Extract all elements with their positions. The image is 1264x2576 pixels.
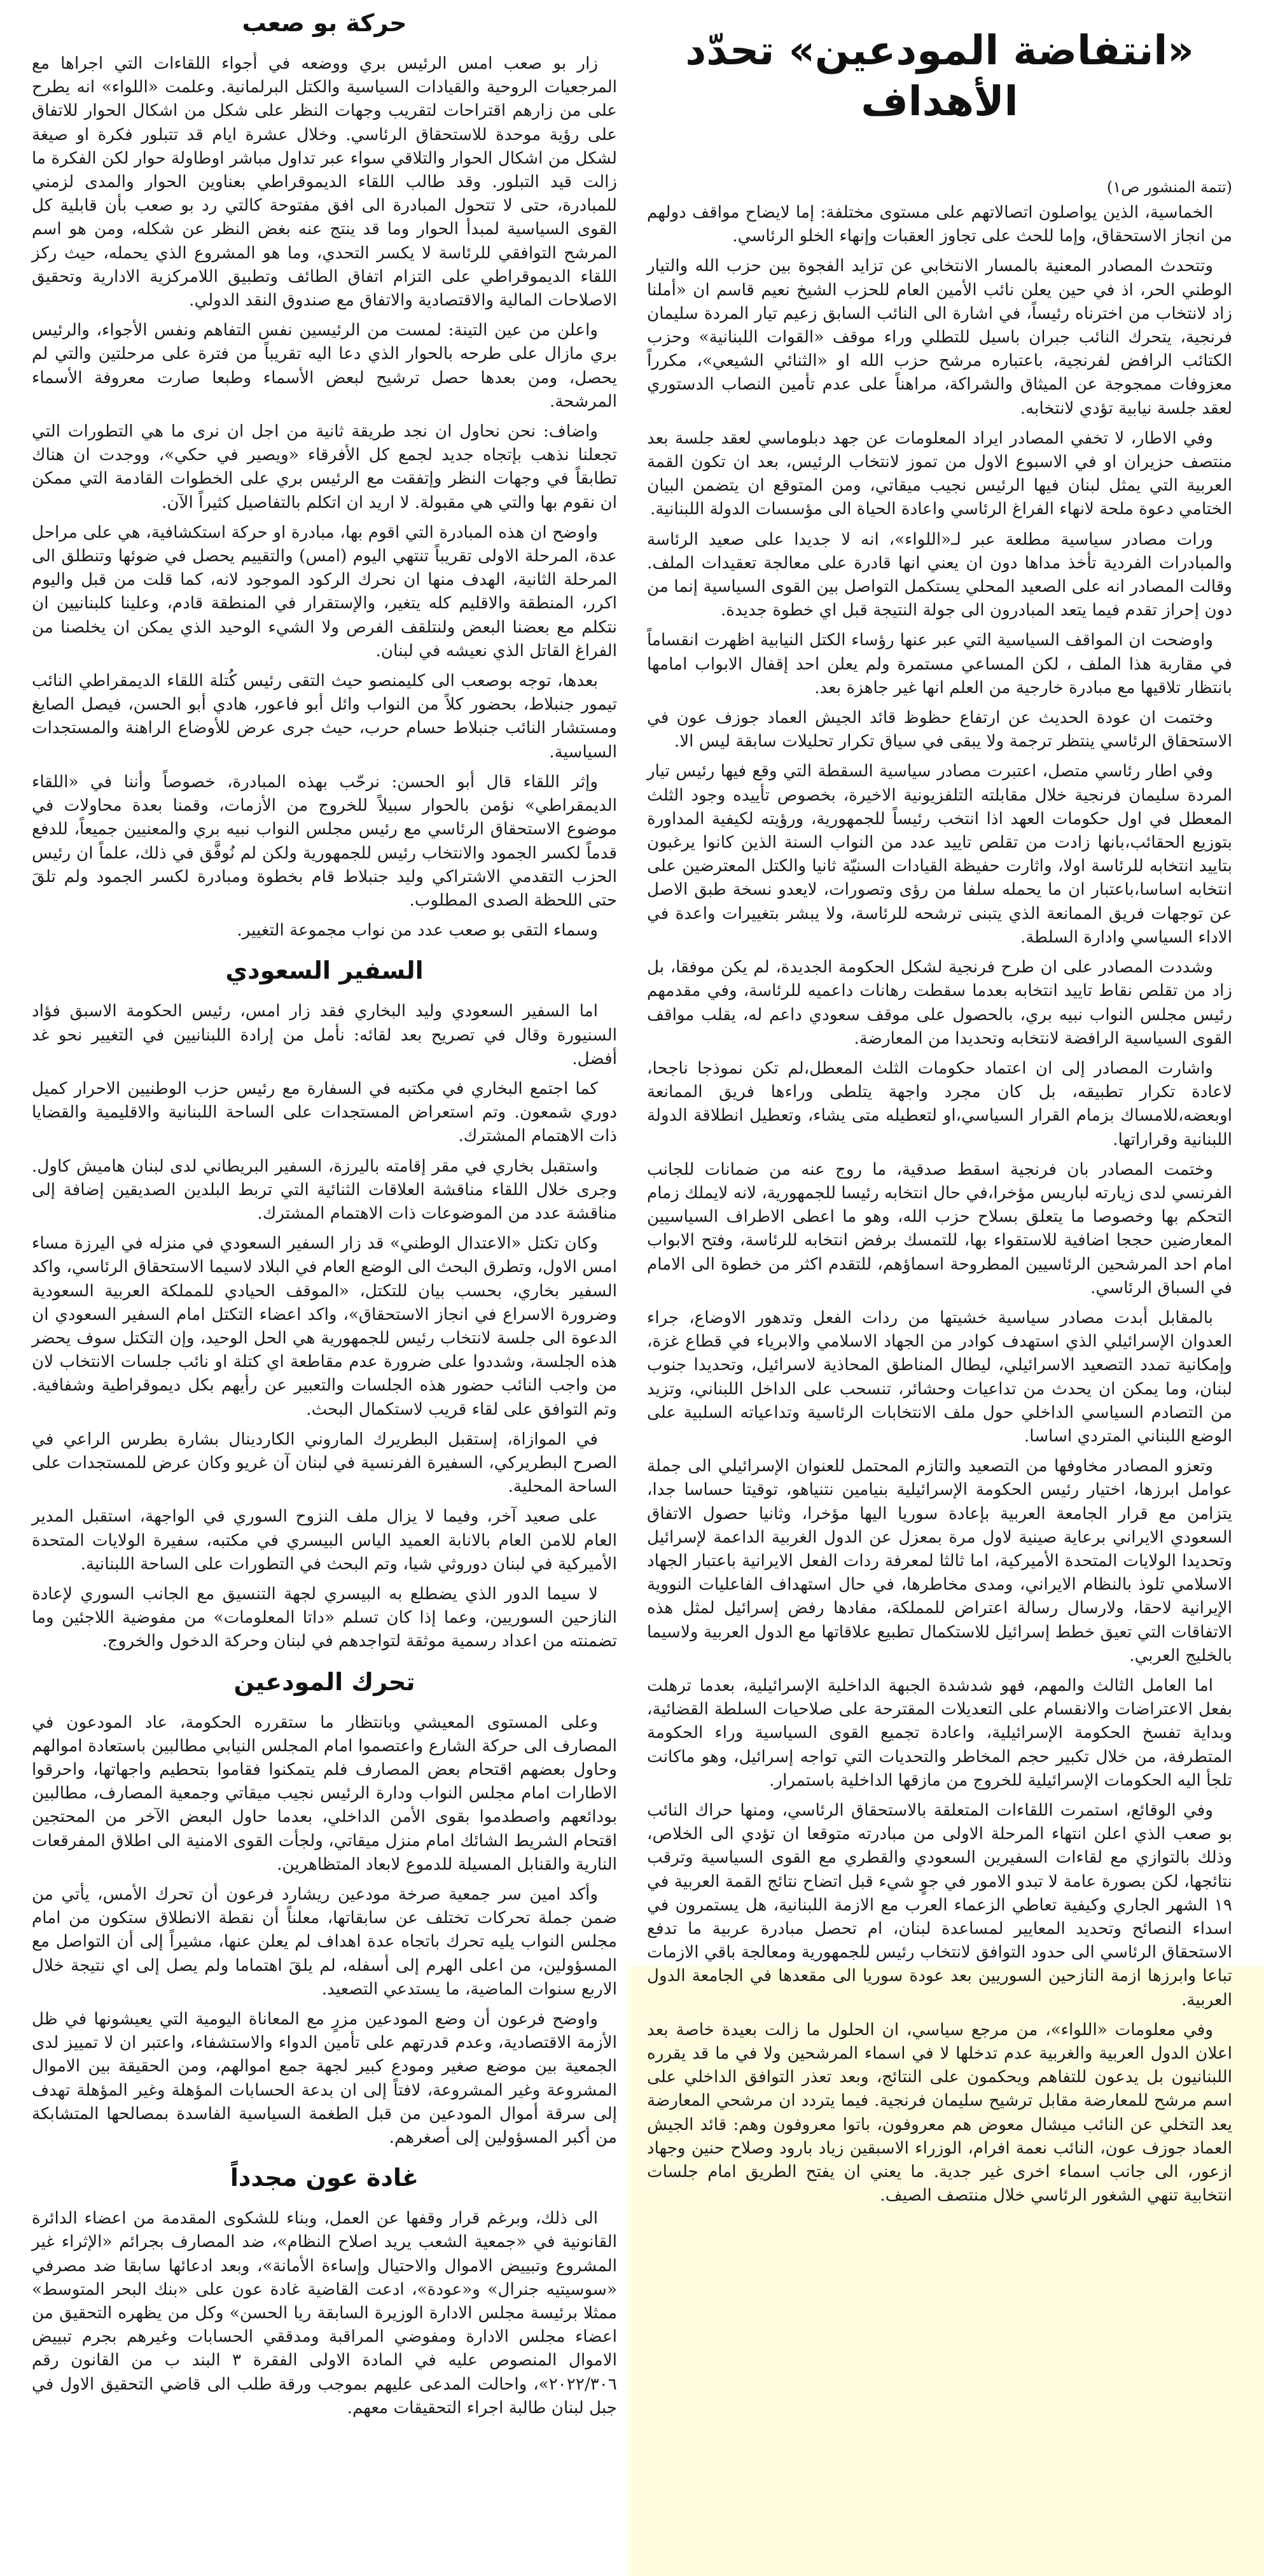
- paragraph: بالمقابل أبدت مصادر سياسية خشيتها من ردات الفعل وتدهور الاوضاع، جراء العدوان الإسرائيلي الذي استهدف كوادر من الجهاد الاسلامي والابرياء في قطاع غزة، وإمكانية تمدد التصعيد الاسرائيلي، ليطال المناطق المحاذية لاسرائيل، وتحديدا جنوب لبنان، وما يمكن ان يحدث من تداعيات وحشائر، تنسحب على الداخل اللبناني، وتزيد من التصادم السياسي الداخلي حول ملف الانتخابات الرئاسية وتداعياته السلبية على الوضع اللبناني المتردي اساسا.: [647, 1308, 1232, 1446]
- paragraph: وتتحدث المصادر المعنية بالمسار الانتخابي عن تزايد الفجوة بين حزب الله والتيار الوطني الحر، اذ في حين يعلن نائب الأمين العام للحزب الشيخ نعيم قاسم ان «أملنا زاد لانتخاب من اخترناه رئيساً، في اشارة الى النائب السابق زعيم تيار المردة سليمان فرنجية، يتحرك النائب جبران باسيل للتطلي وراء موقف «القوات اللبنانية» وحزب الكتائب الرافض لفرنجية، باعتباره مرشح حزب الله او «الثنائي الشيعي»، مكرراً معزوفات ممجوجة عن الميثاق والشراكة، مراهناً على عدم تأمين النصاب الدستوري لعقد جلسة نيابية تؤدي لانتخابه.: [647, 256, 1232, 418]
- paragraph: اما العامل الثالث والمهم، فهو شدشدة الجبهة الداخلية الإسرائيلية، بعدما ترهلت بفعل الاعتراضات والانقسام على التعديلات المقترحة على صلاحيات السلطة القضائية، وبداية تفسخ الحكومة الإسرائيلية، واعادة تجميع القوى السياسية وراء الحكومة المتطرفة، من خلال تكبير حجم المخاطر والتحديات التي تواجه إسرائيل، وهو ماكانت تلجأ اليه الحكومات الإسرائيلية للخروج من مازقها الداخلية باستمرار.: [647, 1676, 1232, 1790]
- paragraph: وعلى المستوى المعيشي وبانتظار ما ستقرره الحكومة، عاد المودعون في المصارف الى حركة الشارع واعتصموا امام المجلس النيابي مطالبين باستعادة اموالهم وحاول بعضهم اقتحام بعض المصارف فلم يتمكنوا فقاموا بتحطيم واجهاتها، واحرقوا الاطارات امام مجلس النواب ودارة الرئيس نجيب ميقاتي وجمعية المصارف، مطالبين بودائعهم واصطدموا بقوى الأمن الداخلي، بعدما حاول البعض الآخر من المحتجين اقتحام الشريط الشائك امام منزل ميقاتي، ولجأت القوى الامنية الى اطلاق المفرقعات النارية والقنابل المسيلة للدموع لابعاد المتظاهرين.: [32, 1712, 617, 1874]
- section-heading: غادة عون مجدداً: [230, 2164, 419, 2192]
- paragraph: الخماسية، الذين يواصلون اتصالاتهم على مستوى مختلفة: إما لايضاح مواقف دولهم من انجاز الاستحقاق، وإما للحث على تجاوز العقبات وإنهاء الخلو الرئاسي.: [647, 203, 1232, 246]
- paragraph: وأكد امين سر جمعية صرخة مودعين ريشارد فرعون أن تحرك الأمس، يأتي من ضمن جملة تحركات تختلف عن سابقاتها، معلناً أن نقطة الانطلاق ستكون من امام مجلس النواب يليه تحرك باتجاه عدة اهداف لم يعلن عنها، مشيراً إلى أن التواصل مع المسؤولين، من اعلى الهرم إلى أسفله، لم يلقَ اهتماما ولم يصل إلى اي نتيجة خلال الاربع سنوات الماضية، ما يستدعي التصعيد.: [32, 1885, 617, 1999]
- paragraph: واشارت المصادر إلى ان اعتماد حكومات الثلث المعطل،لم تكن نموذجا ناجحا، لاعادة تكرار تطبيقه، بل كان مجرد واجهة يتلطى وراءها فريق الممانعة اوبعضه،للامساك بزمام القرار السياسي،او لتعطيله متى يشاء، وتعطيل انطلاقة الدولة اللبنانية وقراراتها.: [647, 1058, 1232, 1149]
- paragraph: واوضح ان هذه المبادرة التي اقوم بها، مبادرة او حركة استكشافية، هي على مراحل عدة، المرحلة الاولى تقريباً تنتهي اليوم (امس) والتقييم يحصل في ضوئها وتنطلق الى المرحلة الثانية، الهدف منها ان نحرك الركود الموجود لانه، كما قلت من قبل واليوم اكرر، المنطقة والاقليم كله يتغير، والإستقرار في المنطقة قادم، وعلينا كلبنانيين ان نتكلم مع بعضنا البعض ولنتلقف الفرص ولا الشيء الوحيد الذي يمكن ان يخلصنا من الفراغ القاتل الذي نعيشه في لبنان.: [32, 522, 617, 661]
- paragraph: زار بو صعب امس الرئيس بري ووضعه في أجواء اللقاءات التي اجراها مع المرجعيات الروحية والقيادات السياسية والكتل البرلمانية. وعلمت «اللواء» انه يطرح على من زارهم اقتراحات لتقريب وجهات النظر على شكل من اشكال الحوار للاتفاق على رؤية موحدة للاستحقاق الرئاسي. وخلال عشرة ايام قد تتبلور فكرة او صيغة لشكل من اشكال الحوار والتلاقي سواء عبر تداول مباشر اوطاولة حوار لكن الفكرة ما زالت قيد التبلور. وقد طالب اللقاء الديموقراطي بعناوين الحوار والمدى لزمني للمبادرة، حتى لا تتحول المبادرة الى افق مفتوحة كالتي رد بو صعب بأن قابلية كل القوى السياسية لمبدأ الحوار وما قد ينتج عنه بغض النظر عن شكله، ومن هو اسم المرشح التوافقي للرئاسة لا يكسر التحدي، وما هو المشروع الذي يحمله، حيث ركز اللقاء الديموقراطي على التزام اتفاق الطائف وتطبيق اللامركزية الادارية وتحقيق الاصلاحات المالية والاقتصادية والاتفاق مع صندوق النقد الدولي.: [32, 54, 617, 311]
- paragraph: واوضح فرعون أن وضع المودعين مزرٍ مع المعاناة اليومية التي يعيشونها في ظل الأزمة الاقتصادية، وعدم قدرتهم على تأمين الدواء والاستشفاء، واعتبر ان لا تمييز لدى الجمعية بين موضع صغير ومودع كبير لجهة جمع اموالهم، ومن الحقيقة بين الاموال المشروعة وغير المشروعة، لافتاً إلى ان بدعة الحسابات المؤهلة وغير المؤهلة تهدف إلى سرقة أموال المودعين من قبل الطغمة السياسية الفاسدة بمصالحها المتشابكة من أكبر المسؤولين إلى أصغرهم.: [32, 2010, 617, 2148]
- paragraph: وفي الوقائع، استمرت اللقاءات المتعلقة بالاستحقاق الرئاسي، ومنها حراك النائب بو صعب الذي اعلن انتهاء المرحلة الاولى من مبادرته متوقعا ان تؤدي الى الخلاص، وذلك بالتوازي مع لقاءات السفيرين السعودي والقطري مع القوى السياسية وترقب نتائجها، لكن بصورة عامة لا تبدو الامور في جوٍ شيء قبل اتضاح نتائج القمة العربية في ١٩ الشهر الجاري وكيفية تعاطي الزعماء العرب مع الازمة اللبنانية، هل يستمرون في اسداء النصائح وتحديد المعايير لمساعدة لبنان، ام تحصل مبادرة عربية ما تدفع الاستحقاق الرئاسي الى حدود التوافق لانتخاب رئيس للجمهورية ومعالجة باقي الازمات تباعا وابرزها ازمة النازحين السوريين بعد عودة سوريا الى مقعدها في الجامعة الدول العربية.: [647, 1801, 1232, 2010]
- paragraph: وفي اطار رئاسي متصل، اعتبرت مصادر سياسية السقطة التي وقع فيها رئيس تيار المردة سليمان فرنجية خلال مقابلته التلفزيونية الاخيرة، بخصوص تأييده وجود الثلث المعطل في اول حكومات العهد اذا انتخب رئيساً للجمهورية، ورؤيته لكيفية المداورة بتوزيع الحقائب،بانها زادت من تقلص تاييد عدد من النواب السنة الذين كانوا يرغبون بتاييد انتخابه للرئاسة اولا، واثارت حفيظة القيادات السنيّة ثانيا والكتل المعترضين على انتخابه اساسا،باعتبار ان ما يحمله سلفا من رؤى وتصورات، لايعدو نسخة طبق الاصل عن توجهات فريق الممانعة الذي يتبنى ترشحه للرئاسة، ولا يبشر بتغييرات واعدة في الاداء السياسي وادارة السلطة.: [647, 762, 1232, 947]
- paragraph: وفي معلومات «اللواء»، من مرجع سياسي، ان الحلول ما زالت بعيدة خاصة بعد اعلان الدول العربية والغربية عدم تدخلها لا في اسماء المرشحين ولا في ما قد يقرره اللبنانيون بل يدعون للتفاهم ويحكمون على النتائج، وبعد تعذر التوافق الداخلي على اسم مرشح للمعارضة مقابل ترشيح سليمان فرنجية. فيما يتردد ان مرشحي المعارضة يعد التخلي عن النائب ميشال معوض هم معروفون، باتوا معروفون وهم: قائد الجيش العماد جوزف عون، النائب نعمة افرام، الوزراء الاسبقين زياد بارود وصلاح حنين وجهاد ازعور، الى جانب اسماء اخرى غير جدية. ما يعني ان يفتح الطريق امام جلسات انتخابية تنهي الشغور الرئاسي خلال منتصف الصيف.: [647, 2020, 1232, 2206]
- paragraph: الى ذلك، وبرغم قرار وقفها عن العمل، وبناء للشكوى المقدمة من اعضاء الدائرة القانونية في «جمعية الشعب يريد اصلاح النظام»، ضد المصارف بجرائم «الإثراء غير المشروع وتبييض الاموال والاحتيال وإساءة الأمانة»، وبعد ادعائها سابقا ضد مصرفي «سوسيتيه جنرال» و«عودة»، ادعت القاضية غادة عون على «بنك البحر المتوسط» ممثلا برئيسة مجلس الادارة الوزيرة السابقة ريا الحسن» وكل من يظهره التحقيق من اعضاء مجلس الادارة ومفوضي المراقبة ومدققي الحسابات وغيرهم بجرم تبييض الاموال المنصوص عليه في المادة الاولى الفقرة ٣ البند ب من القانون رقم ٢٠٢٢/٣٠٦»، واحالت المدعى عليهم بموجب ورقة طلب الى قاضي التحقيق الاول في جبل لبنان طالبة اجراء التحقيقات معهم.: [32, 2209, 617, 2418]
- paragraph: واضاف: نحن نحاول ان نجد طريقة ثانية من اجل ان نرى ما هي التطورات التي تجعلنا نذهب بإتجاه جديد لجمع كل الأفرقاء «ويصير في حكي»، ووجدت ان هناك تطابقاً في وجهات النظر وإتفقت مع الرئيس بري على الخطوات القادمة التي ممكن ان نقوم بها والتي هي مقبولة. لا اريد ان اتكلم بالتفاصيل كثيراً الآن.: [32, 422, 617, 512]
- paragraph: وختمت ان عودة الحديث عن ارتفاع حظوظ قائد الجيش العماد جوزف عون في الاستحقاق الرئاسي ينتظر ترجمة ولا يبقى في سياق تكرار تحليلات سابقة ليس الا.: [647, 708, 1232, 752]
- section-heading: حركة بو صعب: [242, 9, 407, 37]
- paragraph: وإثر اللقاء قال أبو الحسن: نرحّب بهذه المبادرة، خصوصاً وأننا في «اللقاء الديمقراطي» نؤمن بالحوار سبيلاً للخروج من الأزمات، وقمنا بعدة محاولات في موضوع الاستحقاق الرئاسي مع رئيس مجلس النواب نبيه بري والمعنيين جميعاً، للدفع قدماً لكسر الجمود والانتخاب رئيس للجمهورية ولكن لم نُوفَّق في ذلك، علماً ان رئيس الحزب التقدمي الاشتراكي وليد جنبلاط قام بخطوة ومبادرة لكسر الجمود ولم تلقَ حتى اللحظة الصدى المطلوب.: [32, 772, 617, 910]
- paragraph: لا سيما الدور الذي يضطلع به البيسري لجهة التنسيق مع الجانب السوري لإعادة النازحين السوريين، وعما إذا كان تسلم «داتا المعلومات» من مفوضية اللاجئين وما تضمنته من اعداد رسمية موثقة لتواجدهم في لبنان وحركة الدخول والخروج.: [32, 1584, 617, 1651]
- paragraph: وكان تكتل «الاعتدال الوطني» قد زار السفير السعودي في منزله في اليرزة مساء امس الاول، وتطرق البحث الى الوضع العام في البلاد لاسيما الاستحقاق الرئاسي، واكد السفير بخاري، بحسب بيان للتكتل، «الموقف الحيادي للمملكة العربية السعودية وضرورة الاسراع في انجاز الاستحقاق»، واكد اعضاء التكتل امام السفير السعودي ان الدعوة الى جلسة لانتخاب رئيس للجمهورية هي الحل الوحيد، وإن التكتل سوف يحضر هذه الجلسة، وشددوا على ضرورة عدم مقاطعة اي كتلة او نائب جلسات الانتخاب لان من واجب النائب حضور هذه الجلسات والتعبير عن رأيهم بكل ديموقراطية وشفافية. وتم التوافق على لقاء قريب لاستكمال البحث.: [32, 1234, 617, 1419]
- paragraph: واعلن من عين التينة: لمست من الرئيسين نفس التفاهم ونفس الأجواء، والرئيس بري مازال على طرحه بالحوار الذي دعا اليه تقريباً من فترة على مرحلتين والتي لم يحصل، ومن بعدها حصل ترشيح لبعض الأسماء وطبعا صارت معروفة الأسماء المرشحة.: [32, 321, 617, 411]
- paragraph: وختمت المصادر بان فرنجية اسقط صدقية، ما روج عنه من ضمانات للجانب الفرنسي لدى زيارته لباريس مؤخرا،في حال انتخابه رئيسا للجمهورية، لانه لايملك زمام التحكم بها وخصوصا ما يتعلق بسلاح حزب الله، وهو ما اعطى الاطراف السياسيين المعارضين حججا اضافية للاستقواء بها، للتمسك برفض انتخابه للرئاسة، وفتح الابواب امام احد المرشحين الرئاسيين المطروحة اسماؤهم، للتقدم اكثر من خطوة الى الامام في السباق الرئاسي.: [647, 1159, 1232, 1298]
- paragraph: ورات مصادر سياسية مطلعة عبر لـ«اللواء»، انه لا جديدا على صعيد الرئاسة والمبادرات الفردية تأخذ مداها دون ان يعني انها قادرة على معالجة تعقيدات الملف. وقالت المصادر انه على الصعيد المحلي يستكمل التواصل بين القوى السياسية إنما من دون إحراز تقدم فيما يتعد المبادرون الى جولة النتيجة قبل اي خطوة جديدة.: [647, 529, 1232, 620]
- section-heading: السفير السعودي: [225, 956, 424, 985]
- section-heading: تحرك المودعين: [233, 1667, 415, 1696]
- paragraph: وفي الاطار، لا تخفي المصادر ايراد المعلومات عن جهد دبلوماسي لعقد جلسة بعد منتصف حزيران او في الاسبوع الاول من تموز لانتخاب الرئيس، بعد ان تكون القمة العربية التي يمثل لبنان فيها الرئيس نجيب ميقاتي، ومن المتوقع ان يتضمن البيان الختامي دعوة ملحة لانهاء الفراغ الرئاسي واعادة الحياة الى مؤسسات الدولة اللبنانية.: [647, 428, 1232, 519]
- paragraph: في الموازاة، إستقبل البطريرك الماروني الكاردينال بشارة بطرس الراعي في الصرح البطريركي، السفيرة الفرنسية في لبنان آن غريو وكان عرض للمستجدات على الساحة المحلية.: [32, 1429, 617, 1497]
- paragraph: واوضحت ان المواقف السياسية التي عبر عنها رؤساء الكتل النيابية اظهرت انقساماً في مقاربة هذا الملف ، لكن المساعي مستمرة ولم يعلن احد إقفال الابواب امامها بانتظار تلاقيها مع مبادرة خارجية من العلم انها غير جاهزة بعد.: [647, 631, 1232, 697]
- continued-from-note: (تتمة المنشور ص١): [1106, 178, 1232, 196]
- paragraph: كما اجتمع البخاري في مكتبه في السفارة مع رئيس حزب الوطنيين الاحرار كميل دوري شمعون. وتم استعراض المستجدات على الساحة اللبنانية والاقليمية والقضايا ذات الاهتمام المشترك.: [32, 1079, 617, 1146]
- paragraph: وسماء التقى بو صعب عدد من نواب مجموعة التغيير.: [237, 921, 598, 941]
- article-headline: «انتفاضة المودعين» تحدّد الأهداف: [685, 27, 1194, 125]
- right-column: [628, 0, 1264, 2576]
- paragraph: بعدها، توجه بوصعب الى كليمنصو حيث التقى رئيس كُتلة اللقاء الديمقراطي النائب تيمور جنبلاط، بحضور كلاً من النواب وائل أبو فاعور، هادي أبو الحسن، فيصل الصايغ ومستشار النائب جنبلاط حسام حرب، حيث جرى عرض للأوضاع الراهنة والمستجدات السياسية.: [32, 671, 617, 762]
- paragraph: على صعيد آخر، وفيما لا يزال ملف النزوح السوري في الواجهة، استقبل المدير العام للامن العام بالانابة العميد الياس البيسري في مكتبه، سفيرة الولايات المتحدة الأميركية في لبنان دوروثي شيا، وتم البحث في التطورات على الساحة اللبنانية.: [32, 1507, 617, 1574]
- paragraph: اما السفير السعودي وليد البخاري فقد زار امس، رئيس الحكومة الاسبق فؤاد السنيورة وقال في تصريح بعد لقائه: نأمل من إرادة اللبنانيين في التغيير نحو غد أفضل.: [32, 1002, 617, 1068]
- paragraph: وتعزو المصادر مخاوفها من التصعيد والتازم المحتمل للعنوان الإسرائيلي الى جملة عوامل ابرزها، اختيار رئيس الحكومة الإسرائيلية بنيامين نتنياهو، توقيتا حساسا جدا، يتزامن مع قرار الجامعة العربية بإعادة سوريا اليها مؤخرا، وثانيا حصول الاتفاق السعودي الايراني برعاية صينية لاول مرة بمعزل عن الدول الغربية الداعمة لإسرائيل وتحديدا الولايات المتحدة الأميركية، اما ثالثا لمعرفة ردات الفعل الايرانية باعتبار الجهاد الاسلامي تلوذ بالنظام الايراني، ومدى مخاطرها، في حال استهداف الفاعليات النووية الإيرانية لاحقا، ولارسال رسالة اعتراض للمملكة، مفادها رفض إسرائيل لمثل هذه الاتفاقات التي تعيق خطط إسرائيل للاستكمال تطبيع علاقاتها مع الدول العربية ولاسيما بالخليج العربي.: [647, 1457, 1232, 1665]
- paragraph: واستقبل بخاري في مقر إقامته باليرزة، السفير البريطاني لدى لبنان هاميش كاول. وجرى خلال اللقاء مناقشة العلاقات الثنائية التي تربط البلدين الصديقين إضافة إلى مناقشة عدد من الموضوعات ذات الاهتمام المشترك.: [32, 1156, 617, 1223]
- paragraph: وشددت المصادر على ان طرح فرنجية لشكل الحكومة الجديدة، لم يكن موفقا، بل زاد من تقلص نقاط تاييد انتخابه بعدما سقطت رهانات داعميه للرئاسة، وفي مقدمهم رئيس مجلس النواب نبيه بري، بالحصول على موقف سعودي داعم له، يقلب مواقف القوى السياسية الرافضة لانتخابه وتحديدا من المعارضة.: [647, 958, 1232, 1048]
